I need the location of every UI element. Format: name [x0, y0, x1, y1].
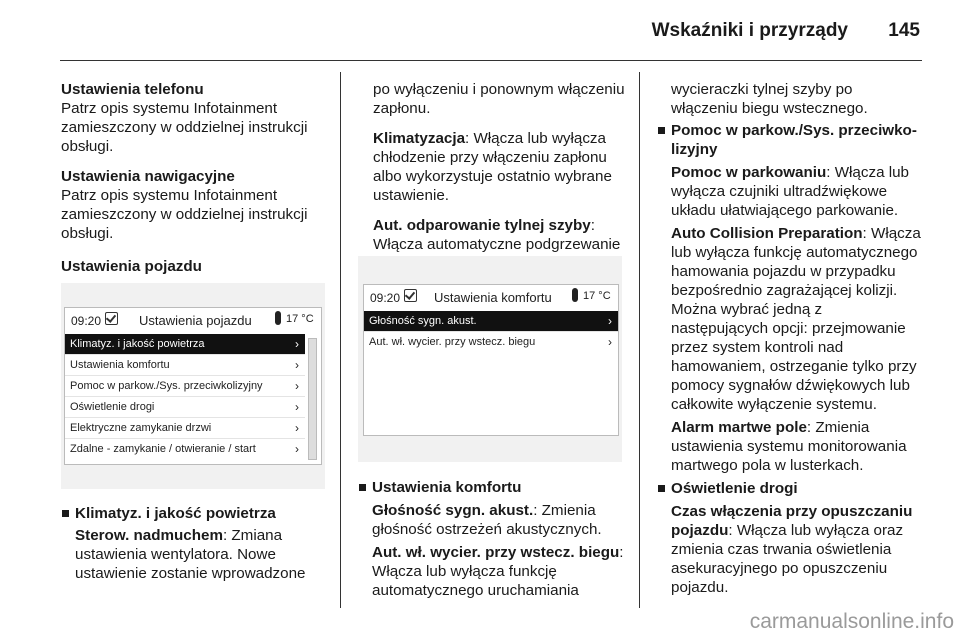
chevron-right-icon: ›	[295, 400, 299, 414]
checkbox-icon	[404, 289, 417, 302]
acp-label: Auto Collision Preparation	[671, 225, 863, 242]
menu-item-klimatyzacja[interactable]: Klimatyz. i jakość powietrza ›	[65, 334, 305, 355]
bullet-klimatyz-heading: Klimatyz. i jakość powietrza	[75, 505, 276, 522]
klima-text: : Włącza lub wyłącza chłodzenie przy włączeniu zapłonu albo wykorzystuje ostatnio wybrane ustawienie.	[373, 130, 612, 204]
acp-text: : Włącza lub wyłącza funkcję automatycznego hamowania pojazdu w przypadku bezpośrednio zagrażającej kolizji. Można wybrać jedną z następujących opcji: przejmowanie przez system kontroli nad hamowaniem, ostrzeganie tylko przy pomocy sygnałów dźwiękowych lub całkowite wyłączenie systemu.	[671, 225, 921, 413]
screen-status-bar	[364, 285, 618, 311]
chevron-right-icon: ›	[295, 358, 299, 372]
menu-item-glosnosc[interactable]: Głośność sygn. akust. ›	[364, 311, 618, 332]
screen-title: Ustawienia pojazdu	[139, 313, 252, 328]
menu-item-oswietlenie[interactable]: Oświetlenie drogi ›	[65, 397, 305, 418]
col3-cont-text: wycieraczki tylnej szyby po włączeniu biegu wstecznego.	[671, 81, 868, 117]
page-number: 145	[888, 20, 920, 41]
header-rule	[60, 60, 922, 61]
sterow-label: Sterow. nadmuchem	[75, 527, 223, 544]
column-2	[358, 80, 630, 284]
czas-label: Czas włączenia przy opuszczaniu pojazdu	[671, 503, 913, 539]
clock: 09:20	[71, 314, 102, 328]
glos-text: : Zmienia głośność ostrzeżeń akustycznych.	[372, 502, 602, 538]
thermometer-icon	[572, 288, 578, 302]
vehicle-settings-screen-frame	[61, 283, 325, 489]
menu-item-zdalne[interactable]: Zdalne - zamykanie / otwieranie / start ›	[65, 439, 305, 459]
chevron-right-icon: ›	[295, 421, 299, 435]
scrollbar[interactable]	[308, 338, 317, 460]
menu-item-pomoc-parkowanie[interactable]: Pomoc w parkow./Sys. przeciwkolizyjny ›	[65, 376, 305, 397]
col2-cont-text: po wyłączeniu i ponownym włączeniu zapłonu.	[373, 81, 625, 117]
column-1	[61, 80, 329, 287]
nav-heading: Ustawienia nawigacyjne	[61, 168, 235, 185]
bullet-oswietlenie-heading: Oświetlenie drogi	[671, 480, 798, 497]
phone-heading: Ustawienia telefonu	[61, 81, 204, 98]
nav-text: Patrz opis systemu Infotainment zamieszczony w oddzielnej instrukcji obsługi.	[61, 187, 308, 242]
chevron-right-icon: ›	[295, 337, 299, 351]
thermometer-icon	[275, 311, 281, 325]
defrost-label: Aut. odparowanie tylnej szyby	[373, 217, 591, 234]
alarm-label: Alarm martwe pole	[671, 419, 807, 436]
park-text: : Włącza lub wyłącza czujniki ultradźwiękowe układu ułatwiającego parkowanie.	[671, 164, 909, 219]
bullet-komfort-heading: Ustawienia komfortu	[372, 479, 522, 496]
phone-text: Patrz opis systemu Infotainment zamieszczony w oddzielnej instrukcji obsługi.	[61, 100, 308, 155]
watermark: carmanualsonline.info	[749, 610, 954, 633]
vehicle-heading: Ustawienia pojazdu	[61, 258, 202, 275]
column-3	[657, 80, 923, 608]
column-divider-1	[340, 72, 341, 608]
column-divider-2	[639, 72, 640, 608]
comfort-settings-screen-frame	[358, 256, 622, 462]
temperature: 17 °C	[286, 313, 314, 325]
page-header	[0, 0, 960, 62]
menu-item-zamykanie-drzwi[interactable]: Elektryczne zamykanie drzwi ›	[65, 418, 305, 439]
klima-label: Klimatyzacja	[373, 130, 466, 147]
clock: 09:20	[370, 291, 401, 305]
glos-label: Głośność sygn. akust.	[372, 502, 534, 519]
screen-status-bar	[65, 308, 321, 334]
wycier-text: : Włącza lub wyłącza funkcję automatycznego uruchamiania	[372, 544, 624, 599]
checkbox-icon	[105, 312, 118, 325]
wycier-label: Aut. wł. wycier. przy wstecz. biegu	[372, 544, 620, 561]
chevron-right-icon: ›	[608, 335, 612, 349]
vehicle-settings-screen	[64, 307, 322, 465]
chevron-right-icon: ›	[608, 314, 612, 328]
menu-item-wycieraczka[interactable]: Aut. wł. wycier. przy wstecz. biegu ›	[364, 332, 618, 352]
page-title: Wskaźniki i przyrządy	[651, 20, 848, 41]
sterow-text: : Zmiana ustawienia wentylatora. Nowe ustawienie zostanie wprowadzone	[75, 527, 306, 582]
czas-text: : Włącza lub wyłącza oraz zmienia czas trwania oświetlenia asekuracyjnego po opuszczeniu pojazdu.	[671, 522, 904, 596]
menu-item-komfort[interactable]: Ustawienia komfortu ›	[65, 355, 305, 376]
screen-title: Ustawienia komfortu	[434, 290, 552, 305]
bullet-parkowanie-heading: Pomoc w parkow./Sys. przeciwko-lizyjny	[671, 122, 917, 158]
comfort-settings-screen	[363, 284, 619, 436]
park-label: Pomoc w parkowaniu	[671, 164, 827, 181]
alarm-text: : Zmienia ustawienia systemu monitorowania martwego pola w lusterkach.	[671, 419, 907, 474]
column-1-bottom	[61, 504, 329, 583]
chevron-right-icon: ›	[295, 442, 299, 456]
column-2-bottom	[358, 478, 630, 611]
chevron-right-icon: ›	[295, 379, 299, 393]
defrost-text: : Włącza automatyczne podgrzewanie	[373, 217, 621, 253]
temperature: 17 °C	[583, 290, 611, 302]
